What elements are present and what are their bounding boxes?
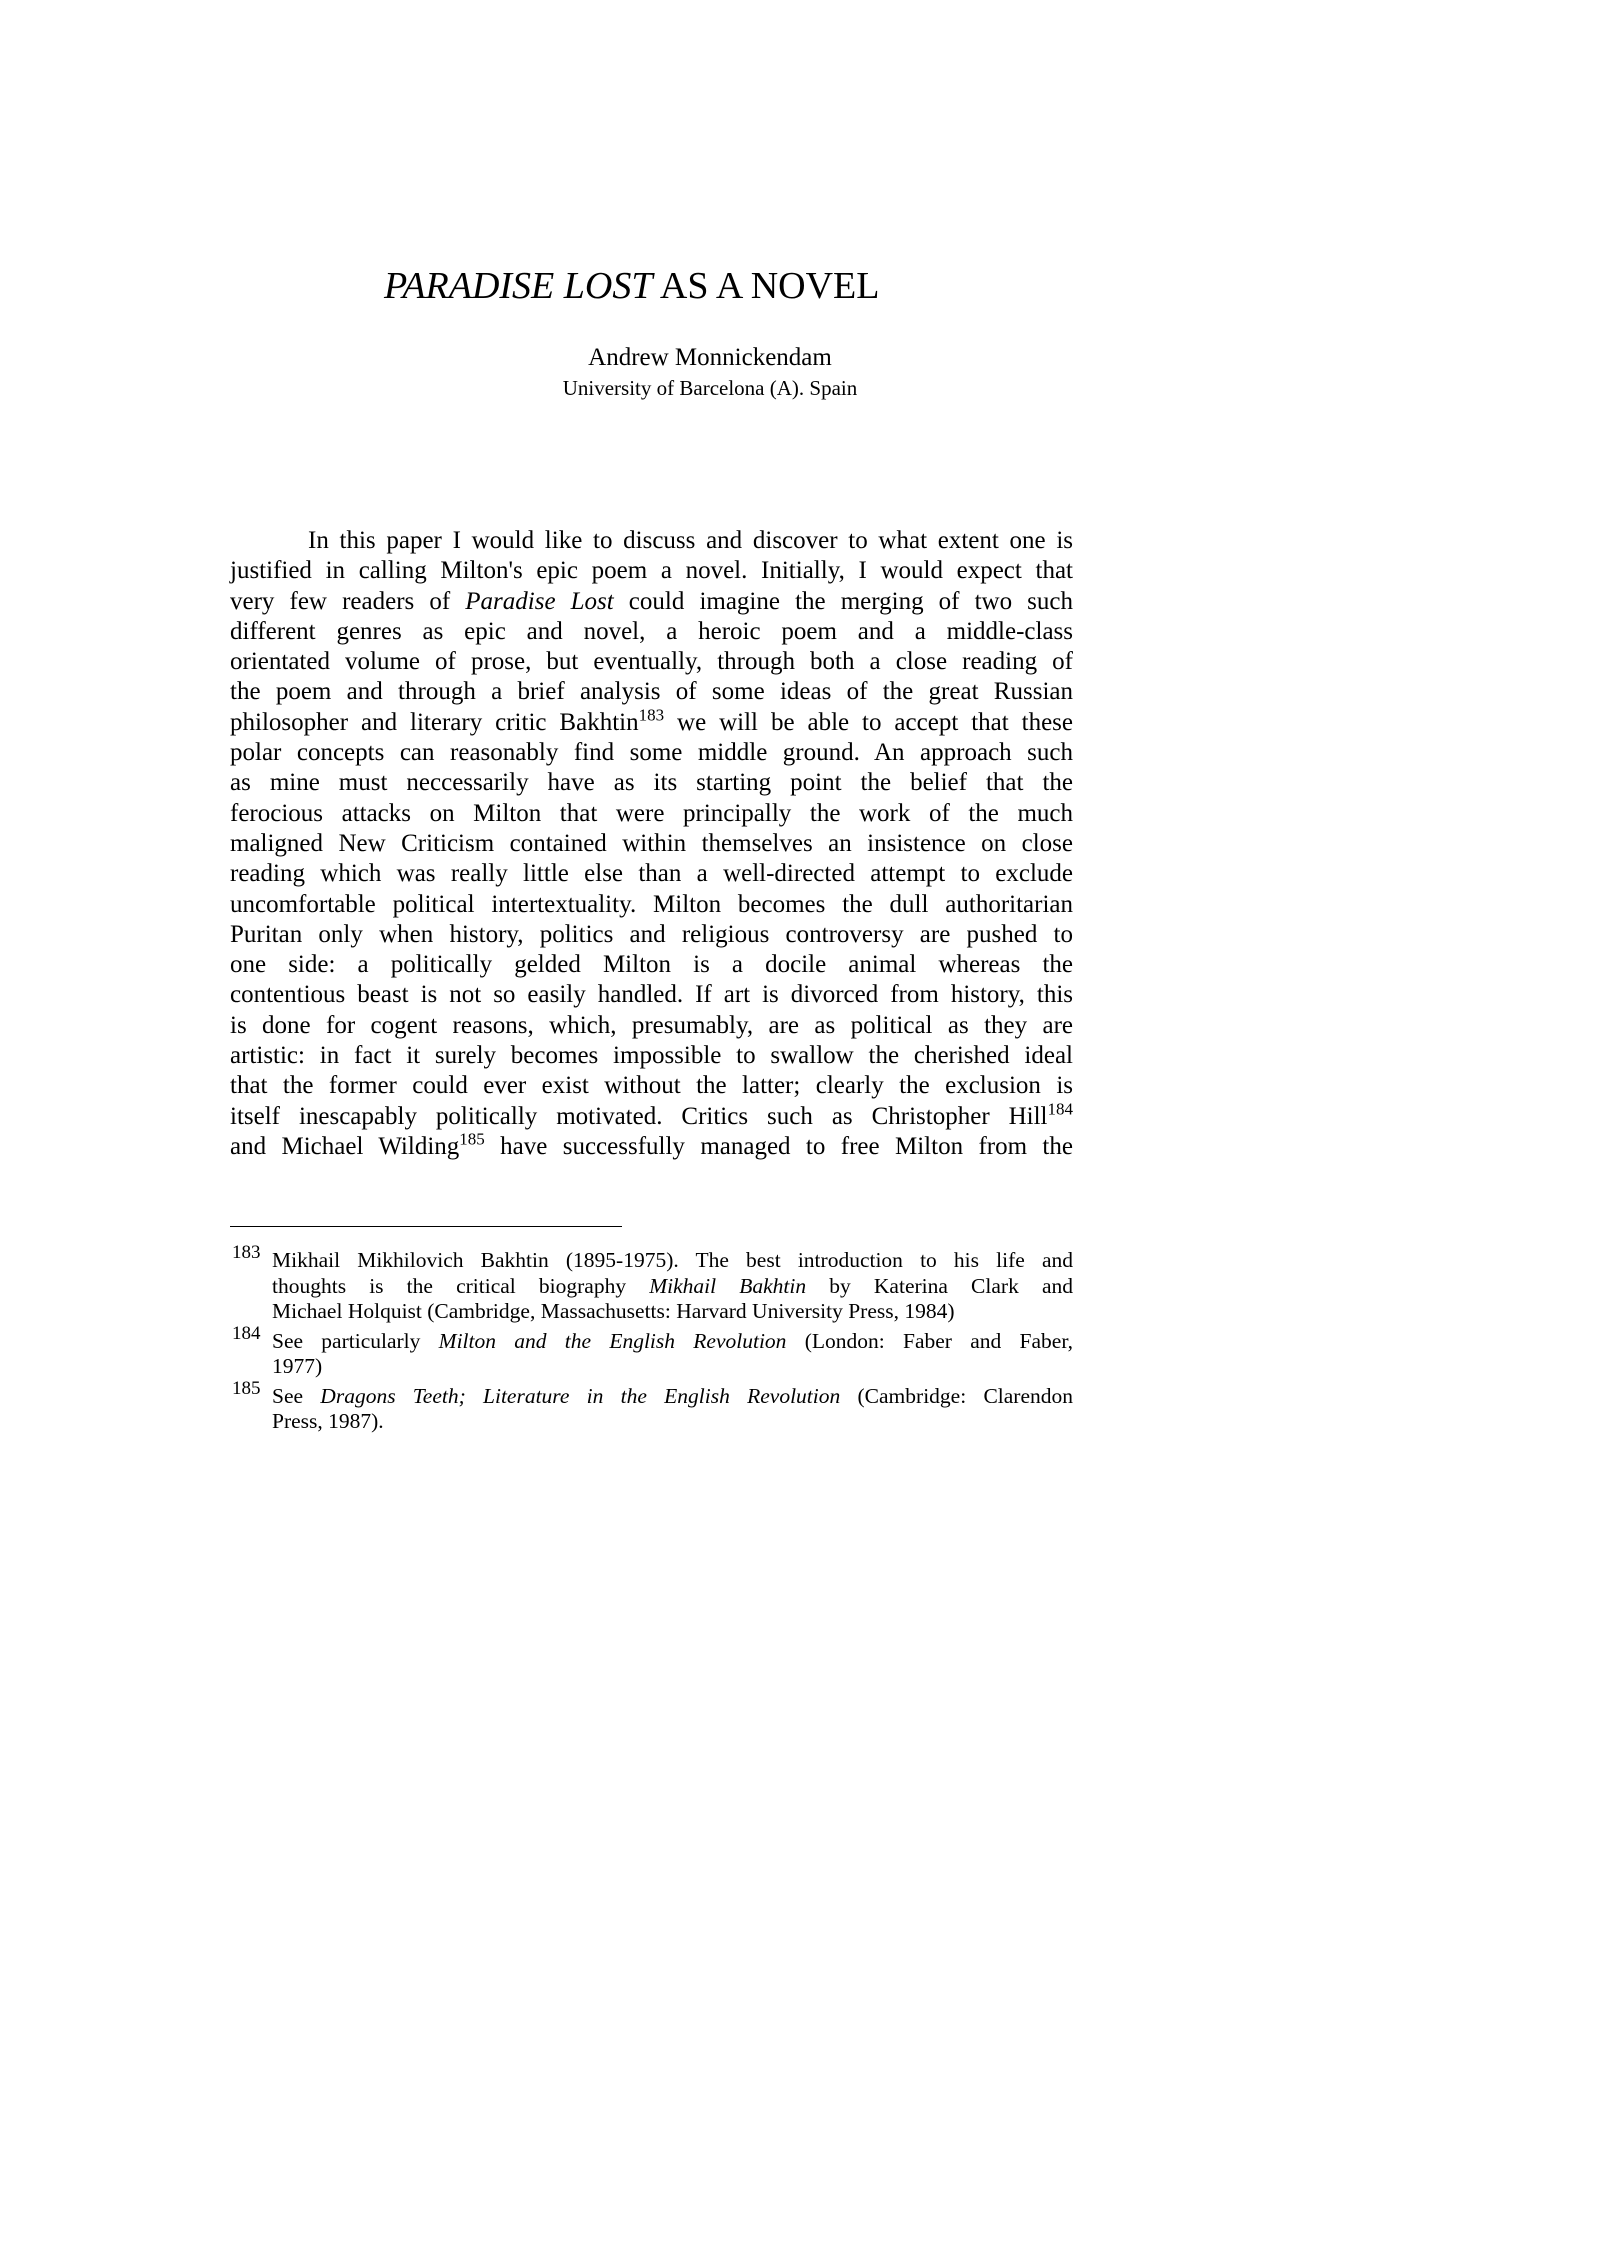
page-title	[384, 262, 1044, 310]
body-line: that the former could ever exist without the latter; clearly the exclusion is	[230, 1072, 1073, 1100]
body-line: contentious beast is not so easily handled. If art is divorced from history, this	[230, 981, 1073, 1009]
body-line: ferocious attacks on Milton that were principally the work of the much	[230, 799, 1073, 827]
author-name: Andrew Monnickendam	[588, 344, 832, 371]
body-text: we will be able to accept that these	[664, 708, 1073, 736]
body-line: different genres as epic and novel, a heroic poem and a middle-class	[230, 617, 1073, 645]
footnote-ref-185[interactable]: 185	[459, 1129, 485, 1149]
body-text: philosopher and literary critic Bakhtin	[230, 708, 639, 736]
body-line: reading which was really little else than a well-directed attempt to exclude	[230, 860, 1073, 888]
body-line: the poem and through a brief analysis of some ideas of the great Russian	[230, 678, 1073, 706]
body-line	[230, 705, 1073, 738]
body-line: polar concepts can reasonably find some middle ground. An approach such	[230, 739, 1073, 767]
body-line: In this paper I would like to discuss and discover to what extent one is	[308, 527, 1073, 554]
footnote-185	[230, 1377, 1073, 1435]
title-italic: PARADISE LOST	[384, 265, 653, 307]
body-line	[230, 587, 1073, 617]
footnotes	[230, 1242, 1074, 1439]
body-line	[230, 1099, 1073, 1132]
footnote-line: 1977)	[272, 1354, 323, 1378]
footnote-italic-title: Dragons Teeth; Literature in the English Revolution	[320, 1383, 841, 1408]
body-paragraph	[230, 526, 1073, 1162]
footnote-separator	[230, 1226, 622, 1227]
footnote-line: Michael Holquist (Cambridge, Massachusetts: Harvard University Press, 1984)	[272, 1299, 955, 1323]
footnote-text: thoughts is the critical biography	[272, 1273, 650, 1298]
footnote-ref-184[interactable]: 184	[1047, 1099, 1073, 1119]
body-line: as mine must neccessarily have as its starting point the belief that the	[230, 769, 1073, 797]
footnote-line: Press, 1987).	[272, 1409, 384, 1433]
body-text: could imagine the merging of two such	[613, 587, 1073, 615]
footnote-number: 185	[232, 1377, 261, 1399]
footnote-line	[272, 1329, 1073, 1355]
footnote-text: See particularly	[272, 1328, 439, 1353]
footnote-number: 184	[232, 1322, 261, 1344]
body-line: uncomfortable political intertextuality. Milton becomes the dull authoritarian	[230, 890, 1073, 918]
footnote-text: (London: Faber and Faber,	[786, 1328, 1073, 1353]
footnote-italic-title: Milton and the English Revolution	[438, 1328, 787, 1353]
body-text: and Michael Wilding	[230, 1132, 460, 1160]
body-line: Puritan only when history, politics and religious controversy are pushed to	[230, 920, 1073, 948]
body-line	[230, 1129, 1073, 1162]
italic-title-reference: Paradise Lost	[465, 587, 614, 615]
footnote-italic-title: Mikhail Bakhtin	[649, 1273, 807, 1298]
body-line: maligned New Criticism contained within themselves an insistence on close	[230, 829, 1073, 857]
body-line: artistic: in fact it surely becomes impossible to swallow the cherished ideal	[230, 1042, 1073, 1070]
body-text: itself inescapably politically motivated. Critics such as Christopher Hill	[230, 1102, 1048, 1130]
body-text: have successfully managed to free Milton from the	[484, 1132, 1073, 1160]
footnote-184	[230, 1322, 1073, 1380]
author-affiliation: University of Barcelona (A). Spain	[562, 376, 858, 400]
body-text: very few readers of	[230, 587, 466, 615]
footnote-line	[272, 1274, 1073, 1300]
footnote-text: by Katerina Clark and	[806, 1273, 1074, 1298]
body-line: orientated volume of prose, but eventually, through both a close reading of	[230, 648, 1073, 676]
footnote-line	[272, 1384, 1073, 1410]
footnote-ref-183[interactable]: 183	[638, 705, 665, 725]
body-line: is done for cogent reasons, which, presumably, are as political as they are	[230, 1011, 1073, 1039]
body-line: justified in calling Milton's epic poem a novel. Initially, I would expect that	[230, 557, 1073, 585]
title-rest: AS A NOVEL	[652, 265, 880, 307]
body-line: one side: a politically gelded Milton is a docile animal whereas the	[230, 951, 1073, 979]
footnote-line: Mikhail Mikhilovich Bakhtin (1895-1975). The best introduction to his life and	[272, 1248, 1073, 1272]
footnote-text: See	[272, 1383, 321, 1408]
footnote-number: 183	[232, 1242, 261, 1263]
footnote-183	[230, 1242, 1074, 1325]
footnote-text: (Cambridge: Clarendon	[840, 1383, 1073, 1408]
